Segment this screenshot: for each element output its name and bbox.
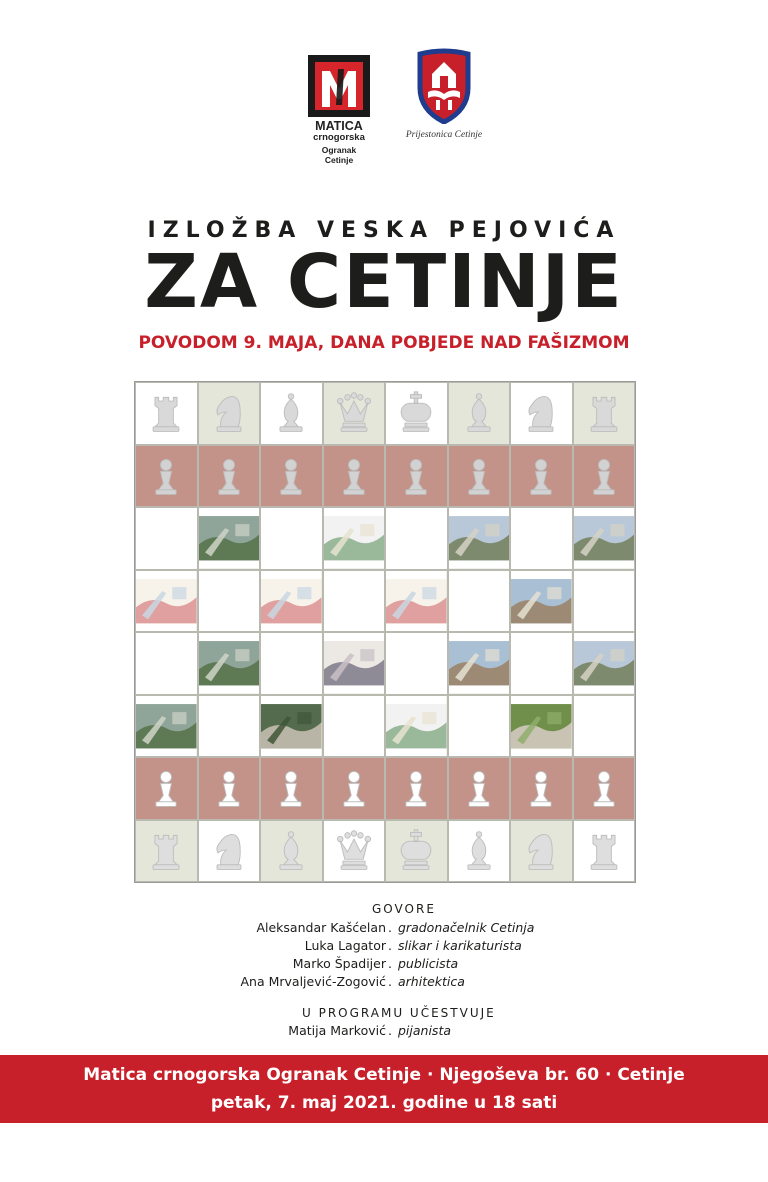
photo-square — [448, 632, 511, 695]
separator: . — [388, 1023, 392, 1038]
separator: . — [388, 956, 392, 971]
separator: . — [388, 938, 392, 953]
speakers-heading: GOVORE — [372, 902, 436, 916]
king-icon — [393, 828, 439, 874]
pawn-icon — [331, 453, 377, 499]
board-square-pawn — [323, 757, 386, 820]
square-photo — [511, 571, 572, 632]
plan-photo — [324, 508, 385, 569]
map-photo — [261, 571, 322, 632]
board-square — [198, 570, 261, 633]
board-square-pawn — [448, 757, 511, 820]
pawn-icon — [331, 765, 377, 811]
speaker-name: Aleksandar Kašćelan — [256, 920, 386, 935]
cartoon-photo — [324, 633, 385, 694]
separator: . — [388, 920, 392, 935]
aerial-photo — [136, 696, 197, 757]
pawn-icon — [456, 453, 502, 499]
pawn-icon — [581, 765, 627, 811]
square-photo — [449, 633, 510, 694]
board-square — [573, 695, 636, 758]
board-square-top — [323, 382, 386, 445]
speaker-row — [0, 938, 768, 956]
board-square-pawn — [260, 445, 323, 508]
board-square-top — [510, 382, 573, 445]
photo-square — [573, 507, 636, 570]
photo-square — [198, 507, 261, 570]
exhibition-tagline: POVODOM 9. MAJA, DANA POBJEDE NAD FAŠIZMOM — [138, 333, 630, 353]
knight-icon — [518, 390, 564, 436]
photo-square — [198, 632, 261, 695]
exhibition-subtitle: IZLOŽBA VESKA PEJOVIĆA — [147, 218, 621, 243]
speaker-name: Marko Špadijer — [292, 956, 386, 971]
board-square — [510, 632, 573, 695]
board-square — [323, 695, 386, 758]
pawn-icon — [268, 765, 314, 811]
board-square — [260, 632, 323, 695]
pawn-icon — [456, 765, 502, 811]
board-square-pawn — [385, 757, 448, 820]
photo-square — [448, 507, 511, 570]
board-square-pawn — [135, 445, 198, 508]
photo-square — [260, 695, 323, 758]
photo-square — [135, 570, 198, 633]
speaker-role: slikar i karikaturista — [398, 938, 522, 953]
board-square-pawn — [323, 445, 386, 508]
speaker-row — [0, 956, 768, 974]
photo-square — [385, 695, 448, 758]
aerial-photo — [199, 508, 260, 569]
matica-emblem — [308, 55, 370, 117]
street-photo — [574, 508, 635, 569]
board-square — [135, 507, 198, 570]
photo-square — [573, 632, 636, 695]
speaker-role: gradonačelnik Cetinja — [398, 920, 535, 935]
knight-icon — [206, 828, 252, 874]
board-square-pawn — [198, 757, 261, 820]
bishop-icon — [268, 828, 314, 874]
board-square-top — [385, 382, 448, 445]
roundabout-photo — [261, 696, 322, 757]
matica-name: MATICA — [315, 119, 363, 133]
board-square-top — [198, 382, 261, 445]
knight-icon — [206, 390, 252, 436]
board-square-bottom — [260, 820, 323, 883]
pawn-icon — [143, 765, 189, 811]
performer-name: Matija Marković — [288, 1023, 386, 1038]
rook-icon — [581, 390, 627, 436]
board-square-pawn — [510, 445, 573, 508]
speaker-name: Ana Mrvaljević-Zogović — [240, 974, 386, 989]
board-square-top — [260, 382, 323, 445]
board-square-bottom — [385, 820, 448, 883]
pawn-icon — [581, 453, 627, 499]
board-square — [323, 570, 386, 633]
footer-date: petak, 7. maj 2021. godine u 18 sati — [210, 1093, 558, 1113]
pawn-icon — [393, 765, 439, 811]
speaker-row — [0, 920, 768, 938]
speaker-role: publicista — [398, 956, 459, 971]
matica-branch: Ogranak — [321, 145, 357, 156]
pawn-icon — [518, 765, 564, 811]
board-square-pawn — [573, 757, 636, 820]
pawn-icon — [206, 765, 252, 811]
matica-city: Cetinje — [324, 155, 354, 166]
pawn-icon — [268, 453, 314, 499]
footer-venue: Matica crnogorska Ogranak Cetinje · Njegoševa br. 60 · Cetinje — [83, 1065, 685, 1085]
map-photo — [136, 571, 197, 632]
speaker-role: arhitektica — [398, 974, 465, 989]
king-icon — [393, 390, 439, 436]
knight-icon — [518, 828, 564, 874]
board-square-pawn — [385, 445, 448, 508]
board-square-pawn — [198, 445, 261, 508]
pawn-icon — [393, 453, 439, 499]
street-photo — [574, 633, 635, 694]
performer-role: pijanista — [398, 1023, 452, 1038]
board-square-top — [573, 382, 636, 445]
board-square-bottom — [323, 820, 386, 883]
exhibition-title: ZA CETINJE — [144, 239, 624, 325]
photo-square — [135, 695, 198, 758]
shield-icon — [416, 48, 472, 124]
matica-logo — [308, 55, 370, 166]
plan-photo — [386, 696, 447, 757]
queen-icon — [331, 390, 377, 436]
board-square — [385, 507, 448, 570]
program-heading: U PROGRAMU UČESTVUJE — [302, 1006, 496, 1020]
aerial-photo — [199, 633, 260, 694]
board-square-pawn — [260, 757, 323, 820]
library-caption: Prijestonica Cetinje — [405, 130, 483, 140]
board-square — [260, 507, 323, 570]
bishop-icon — [268, 390, 314, 436]
board-square-pawn — [573, 445, 636, 508]
board-square — [448, 570, 511, 633]
park-photo — [511, 696, 572, 757]
speaker-name: Luka Lagator — [304, 938, 386, 953]
library-logo — [396, 48, 492, 140]
separator: . — [388, 974, 392, 989]
board-square-top — [135, 382, 198, 445]
photo-square — [510, 695, 573, 758]
photo-square — [510, 570, 573, 633]
board-square — [448, 695, 511, 758]
bishop-icon — [456, 390, 502, 436]
board-square-bottom — [135, 820, 198, 883]
board-square — [198, 695, 261, 758]
board-square — [135, 632, 198, 695]
photo-square — [323, 632, 386, 695]
board-square-bottom — [573, 820, 636, 883]
photo-square — [385, 570, 448, 633]
board-square — [510, 507, 573, 570]
pawn-icon — [143, 453, 189, 499]
pawn-icon — [518, 453, 564, 499]
board-square-bottom — [448, 820, 511, 883]
photo-square — [260, 570, 323, 633]
chess-board — [134, 381, 636, 883]
street-photo — [449, 508, 510, 569]
board-square — [573, 570, 636, 633]
rook-icon — [143, 390, 189, 436]
board-square-bottom — [198, 820, 261, 883]
photo-square — [323, 507, 386, 570]
speaker-row — [0, 974, 768, 992]
board-square — [385, 632, 448, 695]
pawn-icon — [206, 453, 252, 499]
queen-icon — [331, 828, 377, 874]
board-square-pawn — [510, 757, 573, 820]
rook-icon — [581, 828, 627, 874]
footer-banner — [0, 1055, 768, 1123]
rook-icon — [143, 828, 189, 874]
map-photo — [386, 571, 447, 632]
matica-subname: crnogorska — [313, 132, 365, 144]
board-square-top — [448, 382, 511, 445]
board-square-bottom — [510, 820, 573, 883]
board-square-pawn — [135, 757, 198, 820]
bishop-icon — [456, 828, 502, 874]
board-square-pawn — [448, 445, 511, 508]
performer-row — [0, 1023, 768, 1041]
